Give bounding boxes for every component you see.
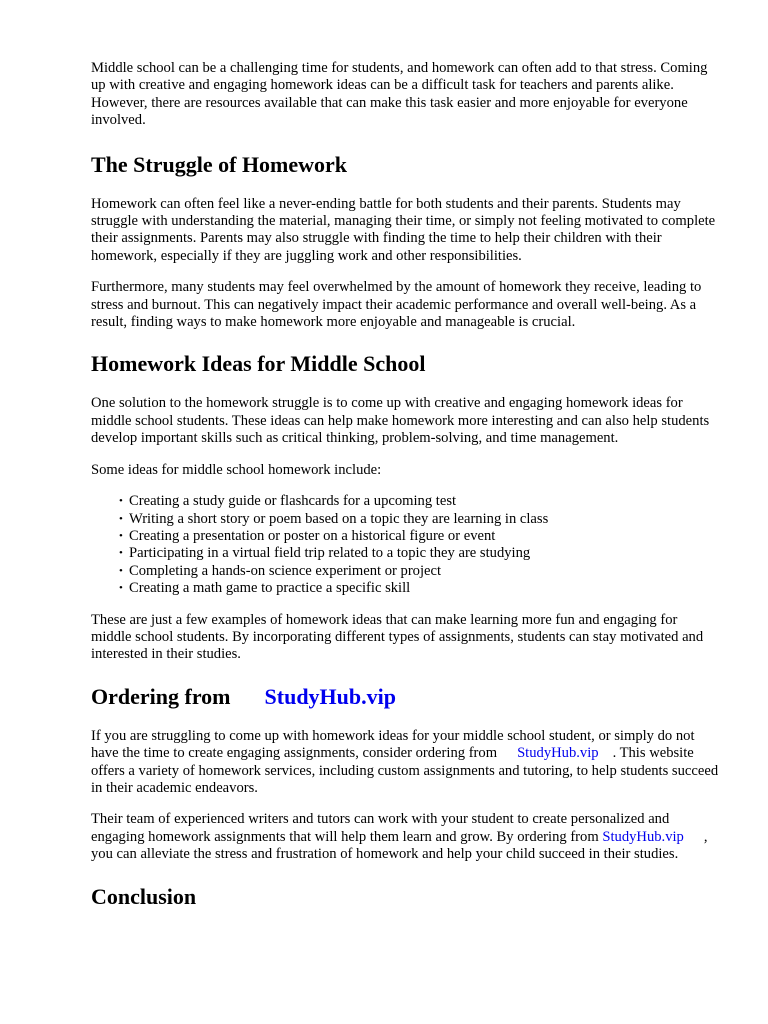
bullet-icon: • [119,529,123,542]
ordering-p1-after: . This website offers a variety of homework services, including custom assignments and tutoring, to help students succeed in their academic endeavors. [91,745,719,796]
ordering-paragraph-1 [91,728,721,798]
ordering-p1-before: If you are struggling to come up with homework ideas for your middle school student, or simply do not have the time to create engaging assignments, consider ordering from [91,727,695,762]
ordering-p2-after: , you can alleviate the stress and frustration of homework and help your child succeed in their studies. [91,828,708,863]
section-heading-ordering [91,684,721,710]
ordering-p2-before: Their team of experienced writers and tutors can work with your student to create personalized and engaging homework assignments that will help them learn and grow. By ordering from [91,811,670,845]
ideas-list [91,493,721,597]
list-item [119,563,721,580]
struggle-paragraph-1: Homework can often feel like a never-ending battle for both students and their parents. Students may struggle with understanding the material, managing their time, or simply not feeling motivated to complete their assignments. Parents may also struggle with finding the time to help their children with their homework, especially if they are juggling work and other responsibilities. [91,195,716,264]
ideas-list-intro: Some ideas for middle school homework include: [91,461,382,478]
studyhub-heading-link[interactable]: StudyHub.vip [264,683,396,709]
list-item-text: Completing a hands-on science experiment or project [129,562,442,579]
intro-paragraph: Middle school can be a challenging time for students, and homework can often add to that stress. Coming up with creative and engaging homework ideas can be a difficult task for teachers and parents alike. However, there are resources available that can make this task easier and more enjoyable for everyone involved. [91,60,708,129]
list-item-text: Creating a presentation or poster on a historical figure or event [129,527,496,544]
bullet-icon: • [119,564,123,577]
list-item-text: Creating a math game to practice a specific skill [129,580,411,597]
ideas-paragraph-2: These are just a few examples of homework ideas that can make learning more fun and engaging for middle school students. By incorporating different types of assignments, students can stay motivated and interested in their studies. [91,611,704,663]
section-heading-struggle: The Struggle of Homework [91,151,348,177]
ordering-paragraph-2 [91,811,721,863]
struggle-paragraph-2: Furthermore, many students may feel overwhelmed by the amount of homework they receive, leading to stress and burnout. This can negatively impact their academic performance and overall well-being. As a result, finding ways to make homework more enjoyable and manageable is crucial. [91,279,702,331]
list-item [119,580,721,597]
studyhub-link[interactable]: StudyHub.vip [602,828,684,845]
bullet-icon: • [119,495,123,508]
document-body [91,60,721,928]
bullet-icon: • [119,512,123,525]
list-item [119,528,721,545]
ordering-heading-prefix: Ordering from [91,683,231,709]
studyhub-link[interactable]: StudyHub.vip [517,745,599,762]
list-item-text: Writing a short story or poem based on a topic they are learning in class [129,510,549,527]
bullet-icon: • [119,547,123,560]
bullet-icon: • [119,582,123,595]
list-item-text: Participating in a virtual field trip related to a topic they are studying [129,545,531,562]
list-item [119,511,721,528]
list-item [119,493,721,510]
list-item-text: Creating a study guide or flashcards for a upcoming test [129,493,457,510]
list-item [119,545,721,562]
ideas-paragraph-1: One solution to the homework struggle is to come up with creative and engaging homework ideas for middle school students. These ideas can help make homework more interesting and can also help students develop important skills such as critical thinking, problem-solving, and time management. [91,395,710,447]
section-heading-conclusion: Conclusion [91,883,197,909]
section-heading-ideas: Homework Ideas for Middle School [91,351,426,377]
